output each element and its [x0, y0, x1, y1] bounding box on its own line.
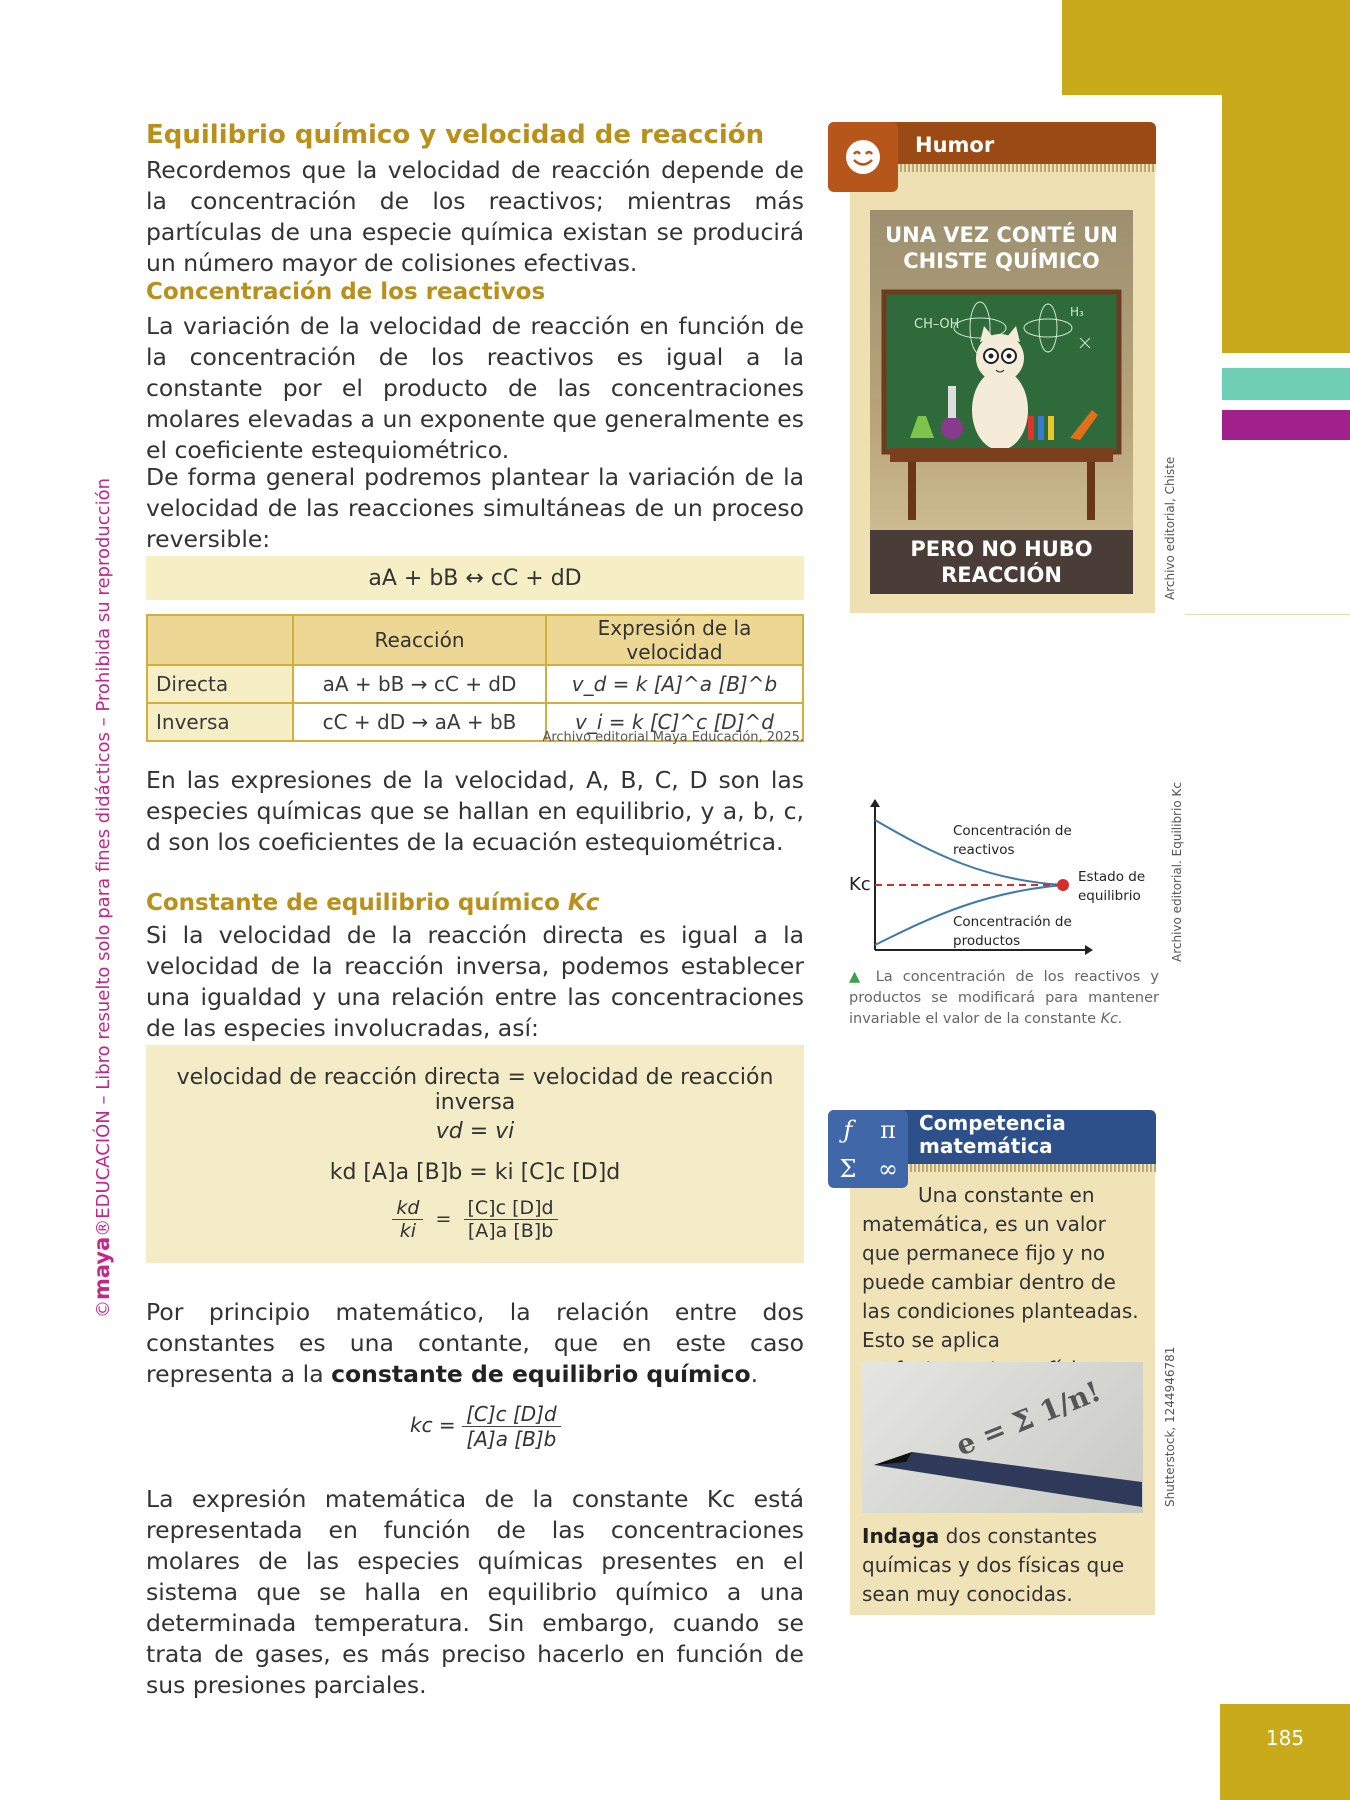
equality-line-2: vd = vi [435, 1119, 515, 1144]
page-title: Equilibrio químico y velocidad de reacción [146, 120, 765, 150]
graph-productos-label: Concentración de productos [953, 914, 1072, 949]
reversible-equation: aA + bB ↔ cC + dD [368, 565, 582, 591]
divider-line [1185, 614, 1350, 615]
equality-box [146, 1045, 804, 1263]
table-header-empty [147, 615, 293, 665]
table-header-row [147, 615, 803, 665]
row-label: Inversa [147, 703, 293, 741]
humor-stripe [900, 164, 1156, 172]
subtitle-constante: Constante de equilibrio químico Kc [146, 890, 600, 916]
equality-line-1: velocidad de reacción directa = velocidad de reacción inversa [176, 1065, 774, 1115]
row-reaction: aA + bB → cC + dD [293, 665, 546, 703]
right-magenta-strip [1222, 410, 1350, 440]
paragraph-expresiones: En las expresiones de la velocidad, A, B, C, D son las especies químicas que se hallan en equilibrio, y a, b, c, d son los coeficientes de la ecuación estequiométrica. [146, 766, 804, 856]
table-credit: Archivo editorial Maya Educación, 2025. [542, 730, 804, 745]
row-expression: v_d = k [A]^a [B]^b [546, 665, 803, 703]
humor-credit: Archivo editorial, Chiste [1163, 456, 1177, 600]
math-icon-box [828, 1110, 908, 1188]
equality-line-3: kd [A]a [B]b = ki [C]c [D]d [329, 1160, 621, 1185]
constant-photo [862, 1362, 1143, 1513]
right-gold-strip [1222, 95, 1350, 353]
paragraph-expresion-kc: La expresión matemática de la constante Kc está representada en función de las concentraciones molares de las especies químicas presentes en el sistema que se halla en equilibrio químico a una determinada temperatura. Sin embargo, cuando se trata de gases, es más preciso hacerlo en función de sus presiones parciales. [146, 1485, 804, 1699]
page-number: 185 [1265, 1726, 1305, 1750]
graph-estado-label: Estado de equilibrio [1078, 869, 1146, 904]
graph-reactivos-label: Concentración de reactivos [953, 823, 1072, 858]
pi-icon: π [880, 1115, 896, 1144]
page-number-block [1220, 1704, 1350, 1800]
maya-logo: maya [90, 1236, 114, 1300]
indaga-bold: Indaga [862, 1524, 940, 1548]
table-row [147, 665, 803, 703]
cartoon-panel [870, 210, 1133, 594]
subtitle-kc: Kc [567, 890, 600, 916]
paragraph-principio: Por principio matemático, la relación entre dos constantes es una contante, que en este caso representa a la constante de equilibrio químico. [146, 1298, 804, 1388]
side-copyright-banner: ©maya®EDUCACIÓN – Libro resuelto solo para fines didácticos – Prohibida su reproducción [90, 477, 114, 1318]
paragraph-concentracion: La variación de la velocidad de reacción en función de la concentración de los reactivos es igual a la constante por el producto de las concentraciones molares elevadas a un exponente que generalmente es el coeficiente estequiométrico. [146, 312, 804, 464]
velocity-table [146, 614, 804, 742]
humor-icon-box [828, 122, 898, 192]
intro-paragraph: Recordemos que la velocidad de reacción depende de la concentración de los reactivos; mientras más partículas de una especie química existan se producirá un número mayor de colisiones efectivas. [146, 156, 804, 277]
paragraph-constante: Si la velocidad de la reacción directa es igual a la velocidad de la reacción inversa, podemos establecer una igualdad y una relación entre las concentraciones de las especies involucradas, así: [146, 921, 804, 1042]
subtitle-concentracion: Concentración de los reactivos [146, 279, 546, 305]
equality-fraction: $\frac{kd}{ki}$ = $\frac{[C]c [D]d}{[A]a [B]b}$ [146, 1197, 804, 1242]
indaga-text: Indaga dos constantes químicas y dos físicas que sean muy conocidas. [862, 1524, 1125, 1606]
competencia-text: Una constante en matemática, es un valor que permanece fijo y no puede cambiar dentro de las condiciones planteadas. Esto se aplica [862, 1183, 1139, 1352]
graph-caption: ▲ La concentración de los reactivos y productos se modificará para mantener invariable el valor de la constante Kc. [849, 969, 1159, 1027]
cartoon-bottom-banner [870, 530, 1133, 594]
cartoon-bottom-text: PERO NO HUBO REACCIÓN [910, 537, 1093, 587]
cartoon-top-text: UNA VEZ CONTÉ UN CHISTE QUÍMICO [885, 223, 1118, 273]
right-teal-strip [1222, 368, 1350, 400]
table-header-reaccion: Reacción [293, 615, 546, 665]
competencia-stripe [910, 1164, 1156, 1172]
table-header-expresion: Expresión de la velocidad [546, 615, 803, 665]
constante-equilibrio-bold: constante de equilibrio químico [331, 1360, 751, 1388]
svg-text:CH–OH: CH–OH [914, 317, 960, 332]
competencia-credit: Shutterstock, 1244946781 [1163, 1346, 1177, 1507]
photo-formula: e = Σ 1/n! [951, 1374, 1106, 1463]
smiley-icon [843, 137, 883, 177]
cat-chemist-illustration [870, 288, 1133, 528]
top-right-gold-block [1062, 0, 1350, 95]
function-icon: ƒ [843, 1115, 853, 1144]
graph-credit: Archivo editorial. Equilibrio Kc [1170, 782, 1184, 962]
row-reaction: cC + dD → aA + bB [293, 703, 546, 741]
competencia-title: Competencia matemática [919, 1111, 1066, 1158]
humor-title: Humor [915, 133, 995, 157]
sigma-icon: Σ [839, 1154, 857, 1183]
kc-formula: kc = $\frac{[C]c [D]d}{[A]a [B]b}$ [410, 1402, 561, 1451]
infinity-icon: ∞ [878, 1154, 898, 1183]
row-label: Directa [147, 665, 293, 703]
equation-banner [146, 556, 804, 600]
pencil-icon [862, 1362, 1143, 1513]
svg-text:H₃: H₃ [1070, 305, 1084, 319]
triangle-up-icon: ▲ [849, 969, 866, 985]
row-expression: v_i = k [C]^c [D]^d [546, 703, 803, 741]
graph-kc-label: Kc [849, 874, 871, 895]
paragraph-general: De forma general podremos plantear la variación de la velocidad de las reacciones simultáneas de un proceso reversible: [146, 463, 804, 553]
